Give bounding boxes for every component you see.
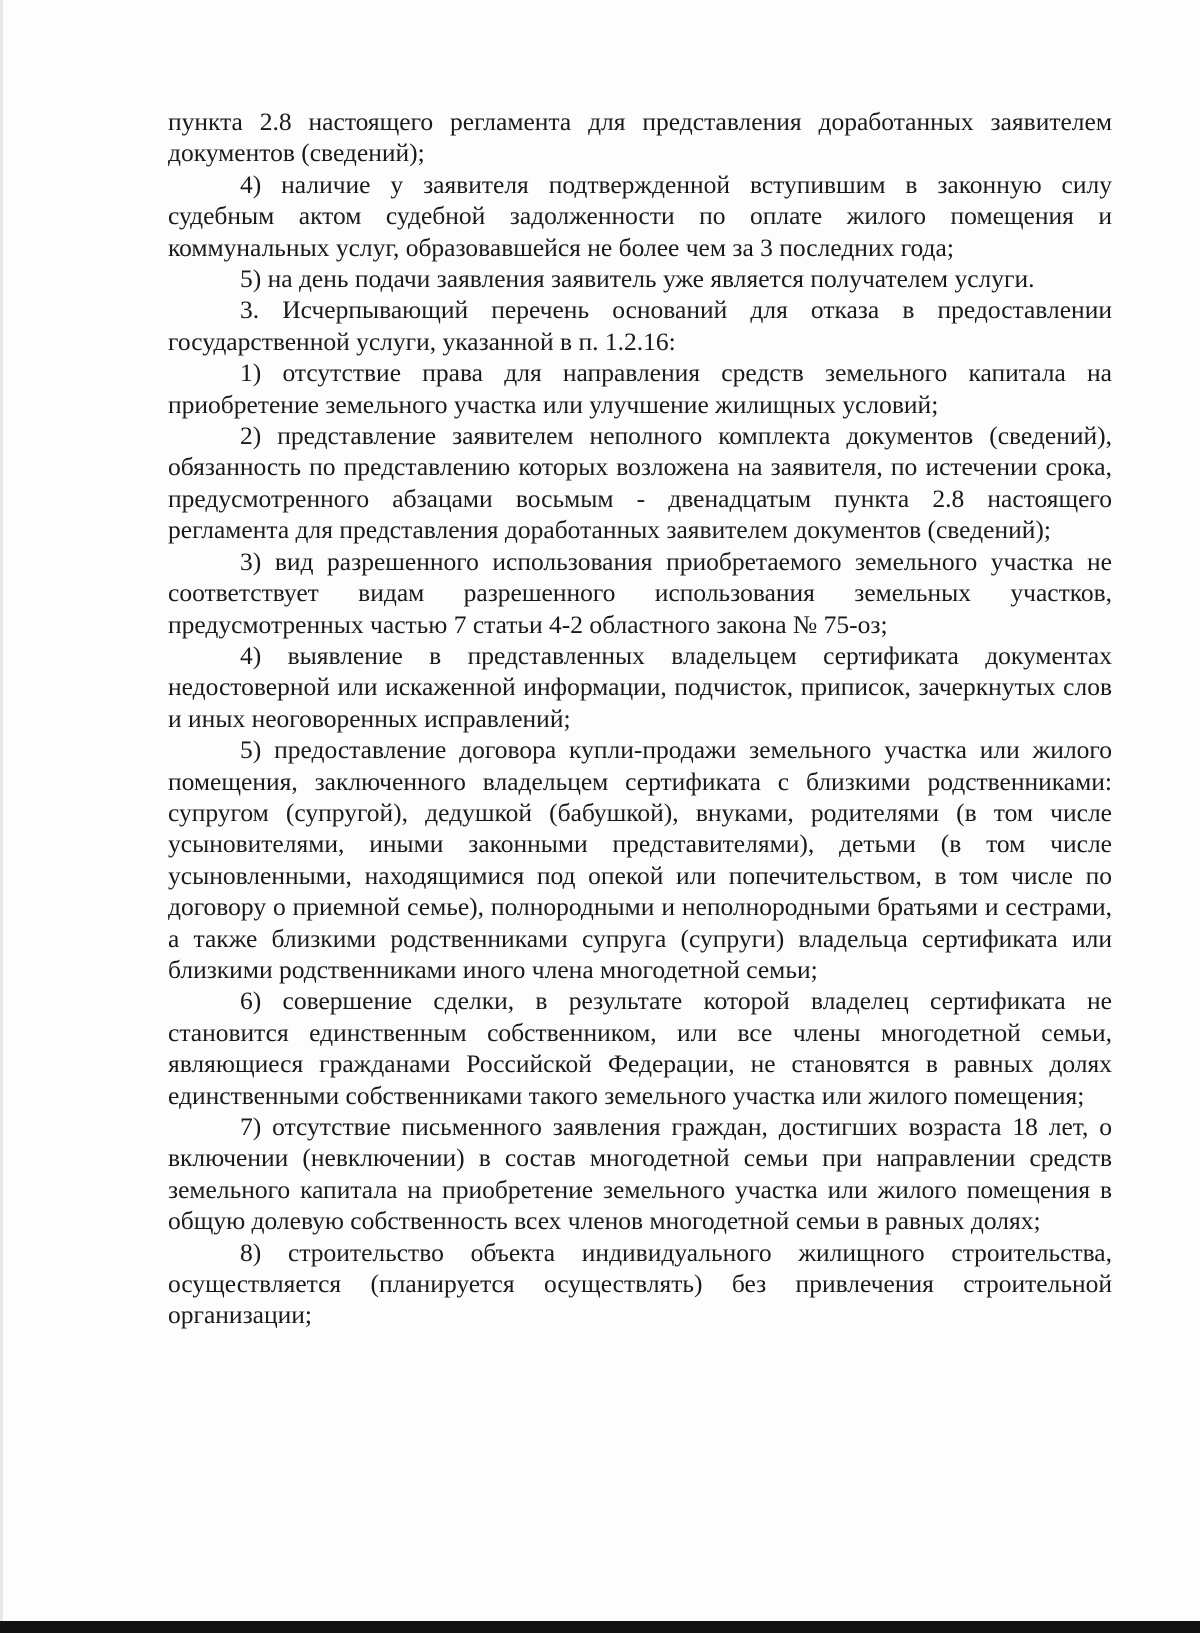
scan-bottom-bar	[0, 1621, 1200, 1633]
paragraph: 8) строительство объекта индивидуального жилищного строительства, осуществляется (планируется осуществлять) без привлечения строительной организации;	[168, 1237, 1112, 1330]
paragraph: 6) совершение сделки, в результате которой владелец сертификата не становится единственным собственником, или все члены многодетной семьи, являющиеся гражданами Российской Федерации, не становятся в равных долях единственными собственниками такого земельного участка или жилого помещения;	[168, 986, 1112, 1110]
document-body	[168, 106, 1112, 1331]
paragraph: пункта 2.8 настоящего регламента для представления доработанных заявителем документов (сведений);	[168, 107, 1112, 168]
paragraph: 3) вид разрешенного использования приобретаемого земельного участка не соответствует видам разрешенного использования земельных участков, предусмотренных частью 7 статьи 4-2 областного закона № 75-оз;	[168, 546, 1112, 639]
paragraph: 1) отсутствие права для направления средств земельного капитала на приобретение земельного участка или улучшение жилищных условий;	[168, 358, 1112, 419]
paragraph: 3. Исчерпывающий перечень оснований для отказа в предоставлении государственной услуги, указанной в п. 1.2.16:	[168, 295, 1112, 356]
paragraph: 2) представление заявителем неполного комплекта документов (сведений), обязанность по представлению которых возложена на заявителя, по истечении срока, предусмотренного абзацами восьмым - двенадцатым пункта 2.8 настоящего регламента для представления доработанных заявителем документов (сведений);	[168, 421, 1112, 545]
paragraph: 4) наличие у заявителя подтвержденной вступившим в законную силу судебным актом судебной задолженности по оплате жилого помещения и коммунальных услуг, образовавшейся не более чем за 3 последних года;	[168, 169, 1112, 262]
paragraph: 4) выявление в представленных владельцем сертификата документах недостоверной или искаженной информации, подчисток, приписок, зачеркнутых слов и иных неоговоренных исправлений;	[168, 640, 1112, 733]
paragraph: 5) на день подачи заявления заявитель уже является получателем услуги.	[240, 264, 1035, 294]
scan-edge	[0, 0, 3, 1633]
paragraph: 5) предоставление договора купли-продажи земельного участка или жилого помещения, заключенного владельцем сертификата с близкими родственниками: супругом (супругой), дедушкой (бабушкой), внуками, родителями (в том числе усыновителями, иными законными представителями), детьми (в том числе усыновленными, находящимися под опекой или попечительством, в том числе по договору о приемной семье), полнородными и неполнородными братьями и сестрами, а также близкими родственниками супруга (супруги) владельца сертификата или близкими родственниками иного члена многодетной семьи;	[168, 735, 1112, 984]
paragraph: 7) отсутствие письменного заявления граждан, достигших возраста 18 лет, о включении (невключении) в состав многодетной семьи при направлении средств земельного капитала на приобретение земельного участка или жилого помещения в общую долевую собственность всех членов многодетной семьи в равных долях;	[168, 1112, 1112, 1236]
